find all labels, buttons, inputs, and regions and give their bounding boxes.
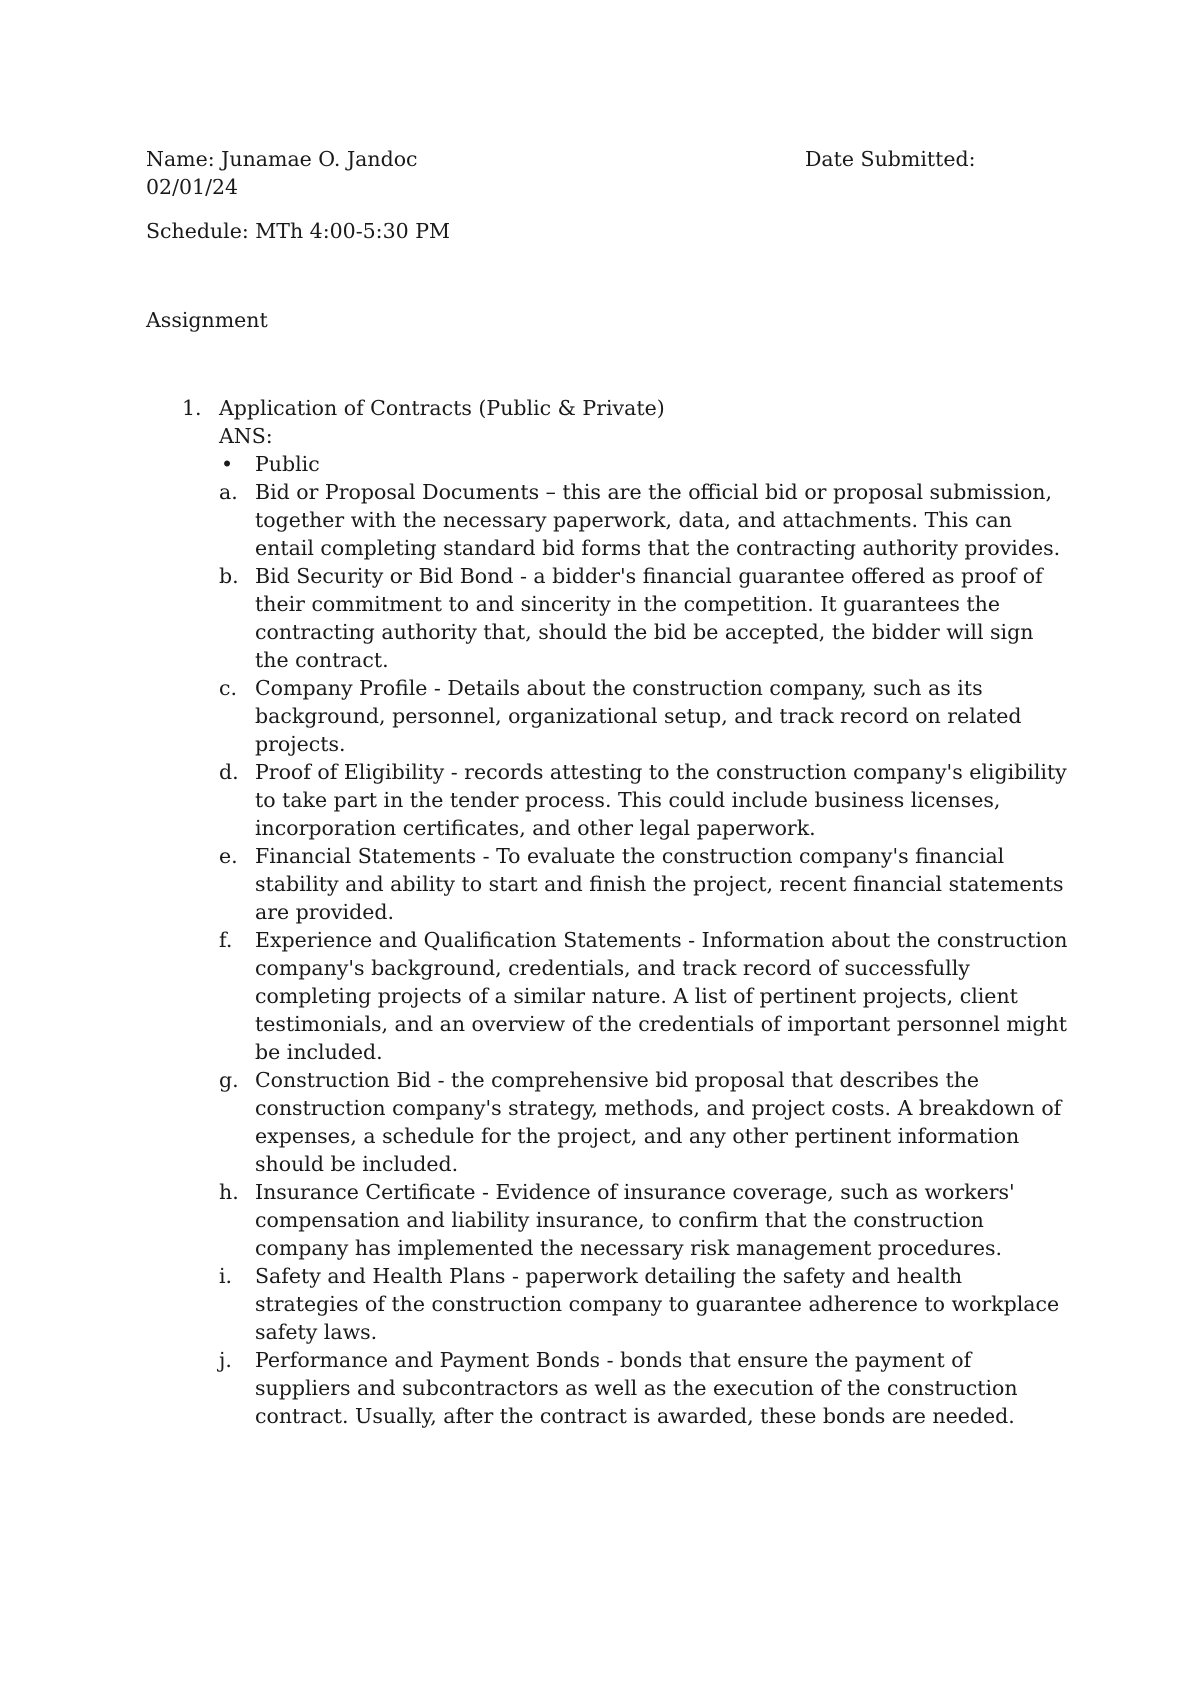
list-item-text: Company Profile - Details about the construction company, such as its background, personnel, organizational setup, and track record on related projects. xyxy=(255,676,1022,756)
list-item xyxy=(219,562,1069,674)
bullet-text-public: Public xyxy=(255,452,320,476)
answer-label: ANS: xyxy=(219,424,273,448)
list-item-marker: i. xyxy=(219,1264,233,1288)
date-submitted-value: 02/01/24 xyxy=(146,175,239,199)
list-item-text: Performance and Payment Bonds - bonds that ensure the payment of suppliers and subcontractors as well as the execution of the construction contract. Usually, after the contract is awarded, these bonds are needed. xyxy=(255,1348,1018,1428)
list-item-text: Insurance Certificate - Evidence of insurance coverage, such as workers' compensation and liability insurance, to confirm that the construction company has implemented the necessary risk management procedures. xyxy=(255,1180,1015,1260)
list-item-marker: f. xyxy=(219,928,233,952)
list-item-marker: c. xyxy=(219,676,237,700)
question-text: Application of Contracts (Public & Private) xyxy=(219,396,665,420)
bullet-icon: • xyxy=(221,452,234,476)
date-submitted-label: Date Submitted: xyxy=(805,147,976,171)
list-item xyxy=(219,478,1069,562)
list-item-text: Financial Statements - To evaluate the construction company's financial stability and ability to start and finish the project, recent financial statements are provided. xyxy=(255,844,1064,924)
schedule: Schedule: MTh 4:00-5:30 PM xyxy=(146,219,450,243)
list-item-marker: d. xyxy=(219,760,239,784)
list-item xyxy=(219,842,1069,926)
list-item-text: Bid Security or Bid Bond - a bidder's financial guarantee offered as proof of their commitment to and sincerity in the competition. It guarantees the contracting authority that, should the bid be accepted, the bidder will sign the contract. xyxy=(255,564,1043,672)
question-number: 1. xyxy=(182,396,202,420)
list-item-marker: j. xyxy=(219,1348,232,1372)
list-item xyxy=(219,1066,1069,1178)
answer-list xyxy=(219,478,1069,1430)
list-item-marker: h. xyxy=(219,1180,239,1204)
assignment-title: Assignment xyxy=(146,308,268,332)
list-item-marker: g. xyxy=(219,1068,239,1092)
list-item xyxy=(219,674,1069,758)
list-item-text: Proof of Eligibility - records attesting to the construction company's eligibility to take part in the tender process. This could include business licenses, incorporation certificates, and other legal paperwork. xyxy=(255,760,1067,840)
list-item xyxy=(219,1346,1069,1430)
list-item-marker: b. xyxy=(219,564,239,588)
list-item xyxy=(219,1262,1069,1346)
list-item xyxy=(219,758,1069,842)
list-item xyxy=(219,926,1069,1066)
list-item-marker: a. xyxy=(219,480,238,504)
list-item xyxy=(219,1178,1069,1262)
list-item-text: Construction Bid - the comprehensive bid proposal that describes the construction company's strategy, methods, and project costs. A breakdown of expenses, a schedule for the project, and any other pertinent information should be included. xyxy=(255,1068,1062,1176)
list-item-text: Safety and Health Plans - paperwork detailing the safety and health strategies of the construction company to guarantee adherence to workplace safety laws. xyxy=(255,1264,1060,1344)
list-item-marker: e. xyxy=(219,844,238,868)
list-item-text: Experience and Qualification Statements - Information about the construction company's background, credentials, and track record of successfully completing projects of a similar nature. A list of pertinent projects, client testimonials, and an overview of the credentials of important personnel might be included. xyxy=(255,928,1068,1064)
list-item-text: Bid or Proposal Documents – this are the official bid or proposal submission, together with the necessary paperwork, data, and attachments. This can entail completing standard bid forms that the contracting authority provides. xyxy=(255,480,1061,560)
student-name: Name: Junamae O. Jandoc xyxy=(146,147,418,171)
